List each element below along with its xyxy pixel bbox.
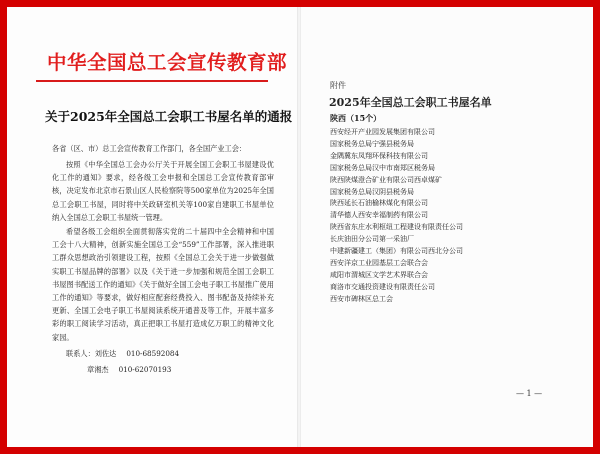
list-title: 2025年全国总工会职工书屋名单 bbox=[329, 96, 492, 109]
addressee-line: 各省（区、市）总工会宣传教育工作部门，各全国产业工会： bbox=[52, 144, 247, 153]
red-header-rule bbox=[36, 80, 268, 82]
list-item: 长庆油田分公司第一采油厂 bbox=[330, 235, 414, 244]
body-paragraph-2: 希望各级工会组织全面贯彻落实党的二十届四中全会精神和中国工会十八大精神，创新实施全国总工会“559”工作部署，深入推进职工群众思想政治引领建设工程，按照《全国总工会关于进一步做强做实职工书屋品牌的部署》以及《关于进一步加强和规范全国工会职工书屋图书配送工作的通知》《关于做好全国工会电子职工书屋推广使用工作的通知》等要求，做好相应配套经费投入、图书配备及持续补充更新、全国工会电子职工书屋阅读系统开通普及等工作，开展丰富多彩的职工阅读学习活动，真正把职工书屋打造成亿万职工的精神文化家园。 bbox=[52, 227, 274, 342]
organization-list bbox=[330, 127, 570, 306]
annex-label: 附件 bbox=[330, 81, 346, 90]
contact-name: 章湘杰 bbox=[87, 365, 109, 374]
page-number: — 1 — bbox=[516, 389, 543, 398]
organization-header: 中华全国总工会宣传教育部 bbox=[47, 51, 288, 74]
list-item: 西安市碑林区总工会 bbox=[330, 294, 393, 303]
contact-line-1 bbox=[66, 349, 179, 359]
list-item: 陕西延长石油榆林煤化有限公司 bbox=[330, 199, 428, 208]
list-item: 国家税务总局汉阴县税务局 bbox=[330, 187, 414, 196]
contact-phone: 010-62070193 bbox=[118, 365, 172, 374]
list-item: 咸阳市渭城区文学艺术界联合会 bbox=[330, 270, 428, 279]
list-item: 西安洋京工业园基层工会联合会 bbox=[330, 258, 428, 267]
body-paragraph-1: 按照《中华全国总工会办公厅关于开展全国工会职工书屋建设优化工作的通知》要求，经各级工会申报和全国总工会宣传教育部审核，决定发布北京市石景山区人民检察院等500家单位为2025年全国总工会职工书屋，同时将中关政研室机关等100家自建职工书屋单位纳入全国总工会职工书屋统一管理。 bbox=[52, 160, 274, 222]
list-item: 陕西省东庄水利枢纽工程建设有限责任公司 bbox=[330, 223, 463, 232]
list-item: 陕西陕煤澄合矿业有限公司西卓煤矿 bbox=[330, 175, 442, 184]
notice-title: 关于2025年全国总工会职工书屋名单的通报 bbox=[45, 109, 293, 124]
page-gutter bbox=[297, 7, 301, 447]
contact-phone: 010-68592084 bbox=[126, 349, 180, 358]
contact-name: 联系人：刘佐达 bbox=[66, 349, 117, 358]
list-item: 商洛市交通投资建设有限责任公司 bbox=[330, 282, 435, 291]
list-item: 西安经开产业园发展集团有限公司 bbox=[330, 128, 435, 136]
province-heading: 陕西（15个） bbox=[330, 113, 382, 123]
contact-line-2 bbox=[87, 365, 171, 375]
list-item: 中建新疆建工（集团）有限公司西北分公司 bbox=[330, 247, 463, 256]
list-item: 国家税务总局宁强县税务局 bbox=[330, 139, 414, 148]
list-item: 国家税务总局汉中市南郑区税务局 bbox=[330, 163, 435, 172]
list-item: 清华德人西安幸福制药有限公司 bbox=[330, 211, 428, 220]
list-item: 金隅冀东凤翔环保科技有限公司 bbox=[330, 151, 428, 160]
